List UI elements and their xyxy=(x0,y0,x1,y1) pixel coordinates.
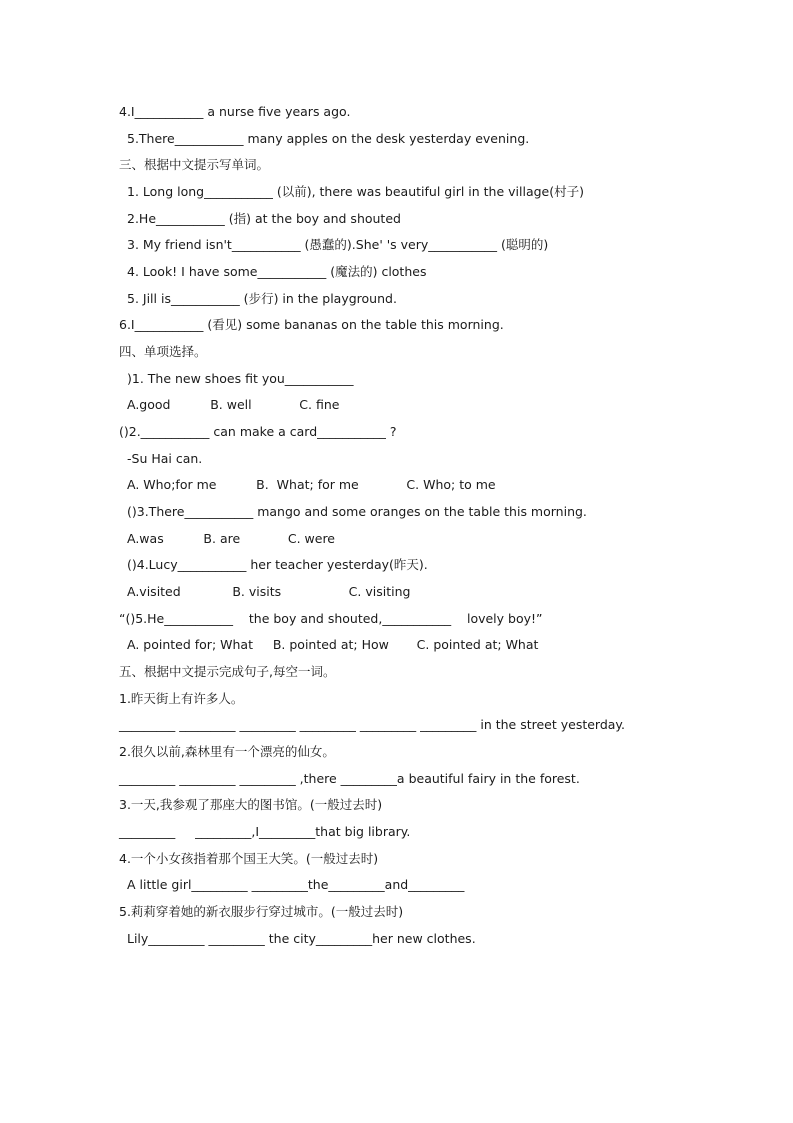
mc-question-1: )1. The new shoes fit you___________ xyxy=(127,371,354,386)
mc-question-4: ()4.Lucy___________ her teacher yesterday(昨天). xyxy=(127,557,428,572)
q3-item-5: 5. Jill is___________ (步行) in the playground. xyxy=(127,291,397,306)
q2-item-4: 4.I___________ a nurse five years ago. xyxy=(119,104,351,119)
q2-item-5: 5.There___________ many apples on the desk yesterday evening. xyxy=(127,131,530,146)
s5-answer-5: Lily_________ _________ the city_________her new clothes. xyxy=(127,931,476,946)
s5-prompt-3: 3.一天,我参观了那座大的图书馆。(一般过去时) xyxy=(119,797,383,812)
s5-answer-4: A little girl_________ _________the_________and_________ xyxy=(127,877,465,892)
q3-item-6: 6.I___________ (看见) some bananas on the table this morning. xyxy=(119,317,504,332)
s5-answer-2: _________ _________ _________ ,there _________a beautiful fairy in the forest. xyxy=(119,771,580,786)
mc-options-2: A. Who;for me B. What; for me C. Who; to me xyxy=(127,477,496,492)
q3-item-3: 3. My friend isn't___________ (愚蠢的).She' 's very___________ (聪明的) xyxy=(127,237,549,252)
s5-answer-1: _________ _________ _________ _________ _________ _________ in the street yesterday. xyxy=(119,717,626,732)
s5-prompt-1: 1.昨天街上有许多人。 xyxy=(119,691,244,706)
q3-item-4: 4. Look! I have some___________ (魔法的) clothes xyxy=(127,264,427,279)
section-4-heading: 四、单项选择。 xyxy=(119,344,207,359)
q3-item-2: 2.He___________ (指) at the boy and shouted xyxy=(127,211,401,226)
mc-options-4: A.visited B. visits C. visiting xyxy=(127,584,411,599)
section-3-heading: 三、根据中文提示写单词。 xyxy=(119,157,270,172)
q3-item-1: 1. Long long___________ (以前), there was beautiful girl in the village(村子) xyxy=(127,184,584,199)
s5-prompt-2: 2.很久以前,森林里有一个漂亮的仙女。 xyxy=(119,744,335,759)
mc-options-1: A.good B. well C. fine xyxy=(127,397,340,412)
section-5-heading: 五、根据中文提示完成句子,每空一词。 xyxy=(119,664,336,679)
mc-options-3: A.was B. are C. were xyxy=(127,531,335,546)
mc-question-2: ()2.___________ can make a card___________ ? xyxy=(119,424,397,439)
s5-prompt-4: 4.一个小女孩指着那个国王大笑。(一般过去时) xyxy=(119,851,379,866)
mc-question-3: ()3.There___________ mango and some oranges on the table this morning. xyxy=(127,504,587,519)
mc-question-5: “()5.He___________ the boy and shouted,___________ lovely boy!” xyxy=(119,611,543,626)
s5-answer-3: _________ _________,I_________that big library. xyxy=(119,824,411,839)
mc-answer-2: -Su Hai can. xyxy=(127,451,203,466)
mc-options-5: A. pointed for; What B. pointed at; How C. pointed at; What xyxy=(127,637,539,652)
s5-prompt-5: 5.莉莉穿着她的新衣服步行穿过城市。(一般过去时) xyxy=(119,904,404,919)
